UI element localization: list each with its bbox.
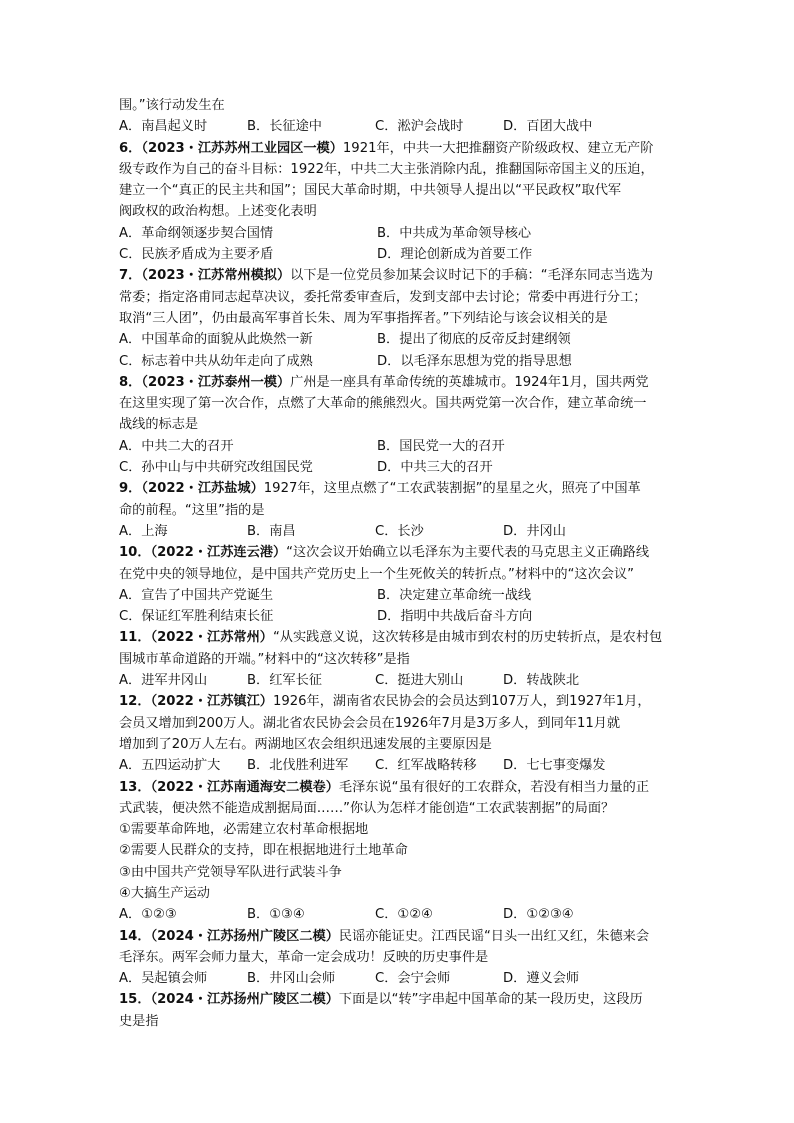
- question-text: 取消“三人团”，仍由最高军事首长朱、周为军事指挥者。”下列结论与该会议相关的是: [119, 310, 608, 326]
- option-a[interactable]: A．中共二大的召开: [119, 438, 234, 454]
- option-a[interactable]: A．南昌起义时: [119, 119, 208, 135]
- question-11: [119, 627, 679, 648]
- question-text: 1926年，湖南省农民协会的会员达到107万人，到1927年1月，: [272, 694, 651, 710]
- question-text: 1921年，中共一大把推翻资产阶级政权、建立无产阶: [342, 140, 654, 156]
- question-text: 式武装，便决然不能造成割据局面……”你认为怎样才能创造“工农武装割据”的局面？: [119, 800, 615, 816]
- question-text: 命的前程。“这里”指的是: [119, 502, 265, 518]
- question-12: [119, 691, 679, 712]
- answer-options: [119, 585, 679, 606]
- question-13: [119, 777, 679, 798]
- option-c[interactable]: C．淞沪会战时: [375, 119, 464, 135]
- question-text: 史是指: [119, 1013, 159, 1029]
- option-d[interactable]: D．中共三大的召开: [377, 460, 493, 476]
- question-text: 在这里实现了第一次合作，点燃了大革命的熊熊烈火。国共两党第一次合作，建立革命统一: [119, 396, 647, 412]
- statement-3: ③由中国共产党领导军队进行武装斗争: [119, 864, 342, 880]
- answer-options: [119, 606, 679, 627]
- question-text: 增加到了20万人左右。两湖地区农会组织迅速发展的主要原因是: [119, 736, 492, 752]
- option-c[interactable]: C．红军战略转移: [375, 758, 477, 774]
- question-text: 1927年，这里点燃了“工农武装割据”的星星之火，照亮了中国革: [263, 481, 641, 497]
- option-a[interactable]: A．革命纲领逐步契合国情: [119, 225, 274, 241]
- question-10: [119, 542, 679, 563]
- question-number: 6．: [119, 140, 142, 156]
- question-source: （2024・江苏扬州广陵区二模）: [150, 992, 339, 1008]
- question-text: 民谣亦能证史。江西民谣“日头一出红又红，朱德来会: [338, 928, 650, 944]
- question-source: （2023・江苏苏州工业园区一模）: [141, 140, 343, 156]
- question-source: （2023・江苏泰州一模）: [141, 374, 291, 390]
- question-source: （2022・江苏盐城）: [141, 481, 264, 497]
- question-text: 阀政权的政治构想。上述变化表明: [119, 204, 317, 220]
- option-c[interactable]: C．①②④: [375, 907, 433, 923]
- answer-options: [119, 670, 679, 691]
- option-b[interactable]: B．决定建立革命统一战线: [377, 587, 532, 603]
- answer-options: [119, 351, 679, 372]
- question-6: [119, 138, 679, 159]
- question-text: 围城市革命道路的开端。”材料中的“这次转移”是指: [119, 651, 410, 667]
- question-number: 8．: [119, 374, 142, 390]
- question-number: 10．: [119, 545, 151, 561]
- question-number: 11．: [119, 630, 151, 646]
- question-text: 会员又增加到200万人。湖北省农民协会会员在1926年7月是3万多人，到同年11月就: [119, 715, 621, 731]
- question-14: [119, 926, 679, 947]
- question-text: 围。”该行动发生在: [119, 98, 225, 113]
- answer-options: [119, 116, 679, 137]
- option-d[interactable]: D．七七事变爆发: [503, 758, 606, 774]
- option-c[interactable]: C．孙中山与中共研究改组国民党: [119, 460, 313, 476]
- option-b[interactable]: B．提出了彻底的反帝反封建纲领: [377, 332, 571, 348]
- statement-2: ②需要人民群众的支持，即在根据地进行土地革命: [119, 843, 408, 859]
- question-source: （2024・江苏扬州广陵区二模）: [150, 928, 339, 944]
- answer-options: [119, 436, 679, 457]
- option-b[interactable]: B．国民党一大的召开: [377, 438, 505, 454]
- answer-options: [119, 521, 679, 542]
- option-c[interactable]: C．标志着中共从幼年走向了成熟: [119, 353, 313, 369]
- option-c[interactable]: C．挺进大别山: [375, 673, 464, 689]
- question-source: （2022・江苏南通海安二模卷）: [150, 779, 339, 795]
- question-text: 在党中央的领导地位，是中国共产党历史上一个生死攸关的转折点。”材料中的“这次会议”: [119, 566, 635, 582]
- option-d[interactable]: D．以毛泽东思想为党的指导思想: [377, 353, 572, 369]
- question-number: 9．: [119, 481, 142, 497]
- question-number: 12．: [119, 694, 151, 710]
- question-9: [119, 478, 679, 499]
- question-number: 14．: [119, 928, 151, 944]
- question-text: “这次会议开始确立以毛泽东为主要代表的马克思主义正确路线: [286, 545, 650, 561]
- question-source: （2022・江苏常州）: [150, 630, 273, 646]
- option-b[interactable]: B．长征途中: [247, 119, 322, 135]
- answer-options: [119, 223, 679, 244]
- option-a[interactable]: A．宣告了中国共产党诞生: [119, 587, 274, 603]
- question-number: 7．: [119, 268, 142, 284]
- option-b[interactable]: B．井冈山会师: [247, 971, 336, 987]
- question-text: 战线的标志是: [119, 417, 199, 433]
- option-b[interactable]: B．中共成为革命领导核心: [377, 225, 532, 241]
- statement-1: ①需要革命阵地，必需建立农村革命根据地: [119, 822, 369, 838]
- option-b[interactable]: B．①③④: [247, 907, 305, 923]
- question-text: 常委；指定洛甫同志起草决议，委托常委审查后，发到支部中去讨论；常委中再进行分工；: [119, 289, 647, 305]
- answer-options: [119, 329, 679, 350]
- option-a[interactable]: A．进军井冈山: [119, 673, 208, 689]
- option-d[interactable]: D．转战陕北: [503, 673, 580, 689]
- option-d[interactable]: D．百团大战中: [503, 119, 593, 135]
- option-a[interactable]: A．上海: [119, 523, 168, 539]
- answer-options: [119, 244, 679, 265]
- option-d[interactable]: D．井冈山: [503, 523, 566, 539]
- option-c[interactable]: C．会宁会师: [375, 971, 451, 987]
- question-15: [119, 989, 679, 1010]
- option-d[interactable]: D．遵义会师: [503, 971, 580, 987]
- option-c[interactable]: C．长沙: [375, 523, 424, 539]
- question-text: 下面是以“转”字串起中国革命的某一段历史，这段历: [338, 992, 643, 1008]
- option-d[interactable]: D．理论创新成为首要工作: [377, 247, 533, 263]
- question-text: 级专政作为自己的奋斗目标：1922年，中共二大主张消除内乱，推翻国际帝国主义的压迫，: [119, 161, 654, 177]
- question-source: （2022・江苏镇江）: [150, 694, 273, 710]
- answer-options: [119, 457, 679, 478]
- question-text: “从实践意义说，这次转移是由城市到农村的历史转折点，是农村包: [272, 630, 663, 646]
- answer-options: [119, 755, 679, 776]
- option-a[interactable]: A．五四运动扩大: [119, 758, 221, 774]
- question-text: 以下是一位党员参加某会议时记下的手稿：“毛泽东同志当选为: [290, 268, 654, 284]
- option-a[interactable]: A．①②③: [119, 907, 177, 923]
- option-a[interactable]: A．中国革命的面貌从此焕然一新: [119, 332, 313, 348]
- question-text: 建立一个“真正的民主共和国”；国民大革命时期，中共领导人提出以“平民政权”取代军: [119, 183, 622, 199]
- statement-4: ④大搞生产运动: [119, 885, 210, 901]
- option-d[interactable]: D．指明中共战后奋斗方向: [377, 609, 533, 625]
- question-text: 广州是一座具有革命传统的英雄城市。1924年1月，国共两党: [290, 374, 649, 390]
- question-source: （2022・江苏连云港）: [150, 545, 287, 561]
- option-b[interactable]: B．南昌: [247, 523, 296, 539]
- option-c[interactable]: C．民族矛盾成为主要矛盾: [119, 247, 274, 263]
- option-b[interactable]: B．北伐胜利进军: [247, 758, 349, 774]
- question-8: [119, 372, 679, 393]
- answer-options: [119, 968, 679, 989]
- question-list: [119, 95, 679, 1032]
- option-d[interactable]: D．①②③④: [503, 907, 574, 923]
- answer-options: [119, 904, 679, 925]
- question-number: 15．: [119, 992, 151, 1008]
- option-a[interactable]: A．吴起镇会师: [119, 971, 208, 987]
- option-c[interactable]: C．保证红军胜利结束长征: [119, 609, 274, 625]
- option-b[interactable]: B．红军长征: [247, 673, 322, 689]
- question-text: 毛泽东说“虽有很好的工农群众，若没有相当力量的正: [338, 779, 650, 795]
- question-source: （2023・江苏常州模拟）: [141, 268, 291, 284]
- question-number: 13．: [119, 779, 151, 795]
- question-7: [119, 265, 679, 286]
- question-text: 毛泽东。两军会师力量大，革命一定会成功！反映的历史事件是: [119, 949, 489, 965]
